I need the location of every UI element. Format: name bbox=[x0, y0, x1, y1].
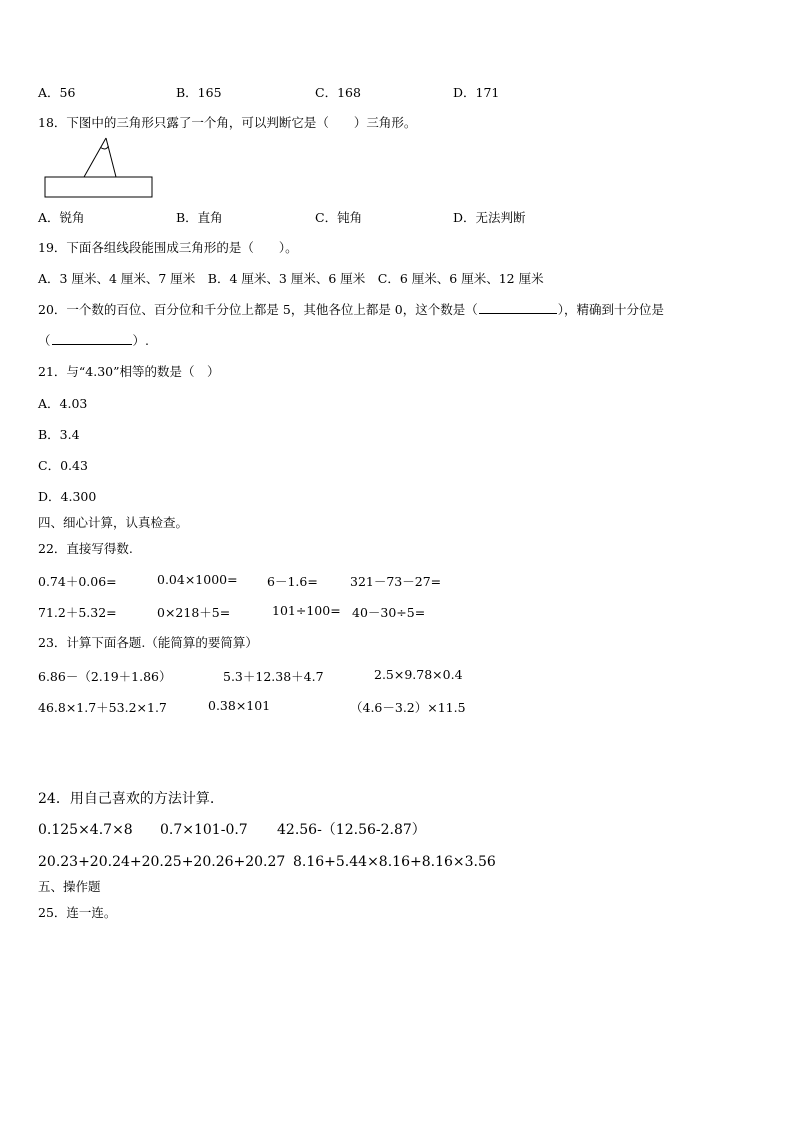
q22-item: 71.2＋5.32= bbox=[38, 605, 117, 620]
q22-item: 101÷100= bbox=[272, 603, 341, 618]
q22-item: 6－1.6= bbox=[267, 574, 318, 589]
q18-stem: 18．下图中的三角形只露了一个角，可以判断它是（ ）三角形。 bbox=[38, 115, 417, 130]
q25-stem: 25．连一连。 bbox=[38, 905, 117, 920]
q24-item: 20.23+20.24+20.25+20.26+20.27 bbox=[38, 854, 286, 870]
q23-item: 46.8×1.7＋53.2×1.7 bbox=[38, 700, 167, 715]
q20-line1 bbox=[38, 302, 664, 318]
q20-line2-close: ）. bbox=[132, 333, 149, 348]
q24-item: 42.56-（12.56-2.87） bbox=[277, 822, 426, 838]
q17-option-d: D．171 bbox=[453, 85, 500, 100]
q20-line2 bbox=[38, 333, 149, 349]
q22-item: 321－73－27= bbox=[350, 574, 442, 589]
q22-item: 0.04×1000= bbox=[157, 572, 238, 587]
q20-text-part1: 20．一个数的百位、百分位和千分位上都是 5，其他各位上都是 0，这个数是（ bbox=[38, 302, 478, 317]
q20-text-part2: ），精确到十分位是 bbox=[557, 302, 665, 317]
q18-option-b: B．直角 bbox=[176, 210, 223, 225]
section-4-heading: 四、细心计算，认真检查。 bbox=[38, 515, 189, 530]
q23-item: （4.6－3.2）×11.5 bbox=[350, 700, 466, 715]
q24-item: 0.7×101-0.7 bbox=[160, 822, 248, 838]
q20-answer-blank-2[interactable] bbox=[52, 333, 132, 345]
q17-option-a: A．56 bbox=[38, 85, 76, 100]
q21-option-a: A．4.03 bbox=[38, 396, 88, 411]
section-5-heading: 五、操作题 bbox=[38, 879, 101, 894]
q21-stem: 21．与“4.30”相等的数是（ ） bbox=[38, 364, 220, 379]
q24-stem: 24．用自己喜欢的方法计算. bbox=[38, 791, 215, 807]
q20-answer-blank-1[interactable] bbox=[479, 302, 557, 314]
q23-stem: 23．计算下面各题.（能简算的要简算） bbox=[38, 635, 258, 650]
q23-item: 6.86－（2.19＋1.86） bbox=[38, 669, 172, 684]
q21-option-d: D．4.300 bbox=[38, 489, 97, 504]
q18-option-d: D．无法判断 bbox=[453, 210, 526, 225]
q20-line2-open: （ bbox=[38, 333, 51, 348]
q23-item: 2.5×9.78×0.4 bbox=[374, 667, 463, 682]
q18-option-c: C．钝角 bbox=[315, 210, 363, 225]
q19-options: A．3 厘米、4 厘米、7 厘米 B．4 厘米、3 厘米、6 厘米 C．6 厘米、6 厘米、12 厘米 bbox=[38, 271, 544, 286]
q17-option-b: B．165 bbox=[176, 85, 222, 100]
q24-item: 8.16+5.44×8.16+8.16×3.56 bbox=[293, 854, 496, 870]
q22-item: 0.74＋0.06= bbox=[38, 574, 117, 589]
q18-option-a: A．锐角 bbox=[38, 210, 85, 225]
q22-item: 0×218＋5= bbox=[157, 605, 231, 620]
q19-stem: 19．下面各组线段能围成三角形的是（ ）。 bbox=[38, 240, 298, 255]
q22-stem: 22．直接写得数. bbox=[38, 541, 133, 556]
q17-option-c: C．168 bbox=[315, 85, 361, 100]
q21-option-b: B．3.4 bbox=[38, 427, 80, 442]
q22-item: 40－30÷5= bbox=[352, 605, 426, 620]
q24-item: 0.125×4.7×8 bbox=[38, 822, 133, 838]
q21-option-c: C．0.43 bbox=[38, 458, 88, 473]
q18-triangle-figure bbox=[44, 137, 156, 201]
q23-item: 5.3＋12.38＋4.7 bbox=[223, 669, 324, 684]
q23-item: 0.38×101 bbox=[208, 698, 271, 713]
